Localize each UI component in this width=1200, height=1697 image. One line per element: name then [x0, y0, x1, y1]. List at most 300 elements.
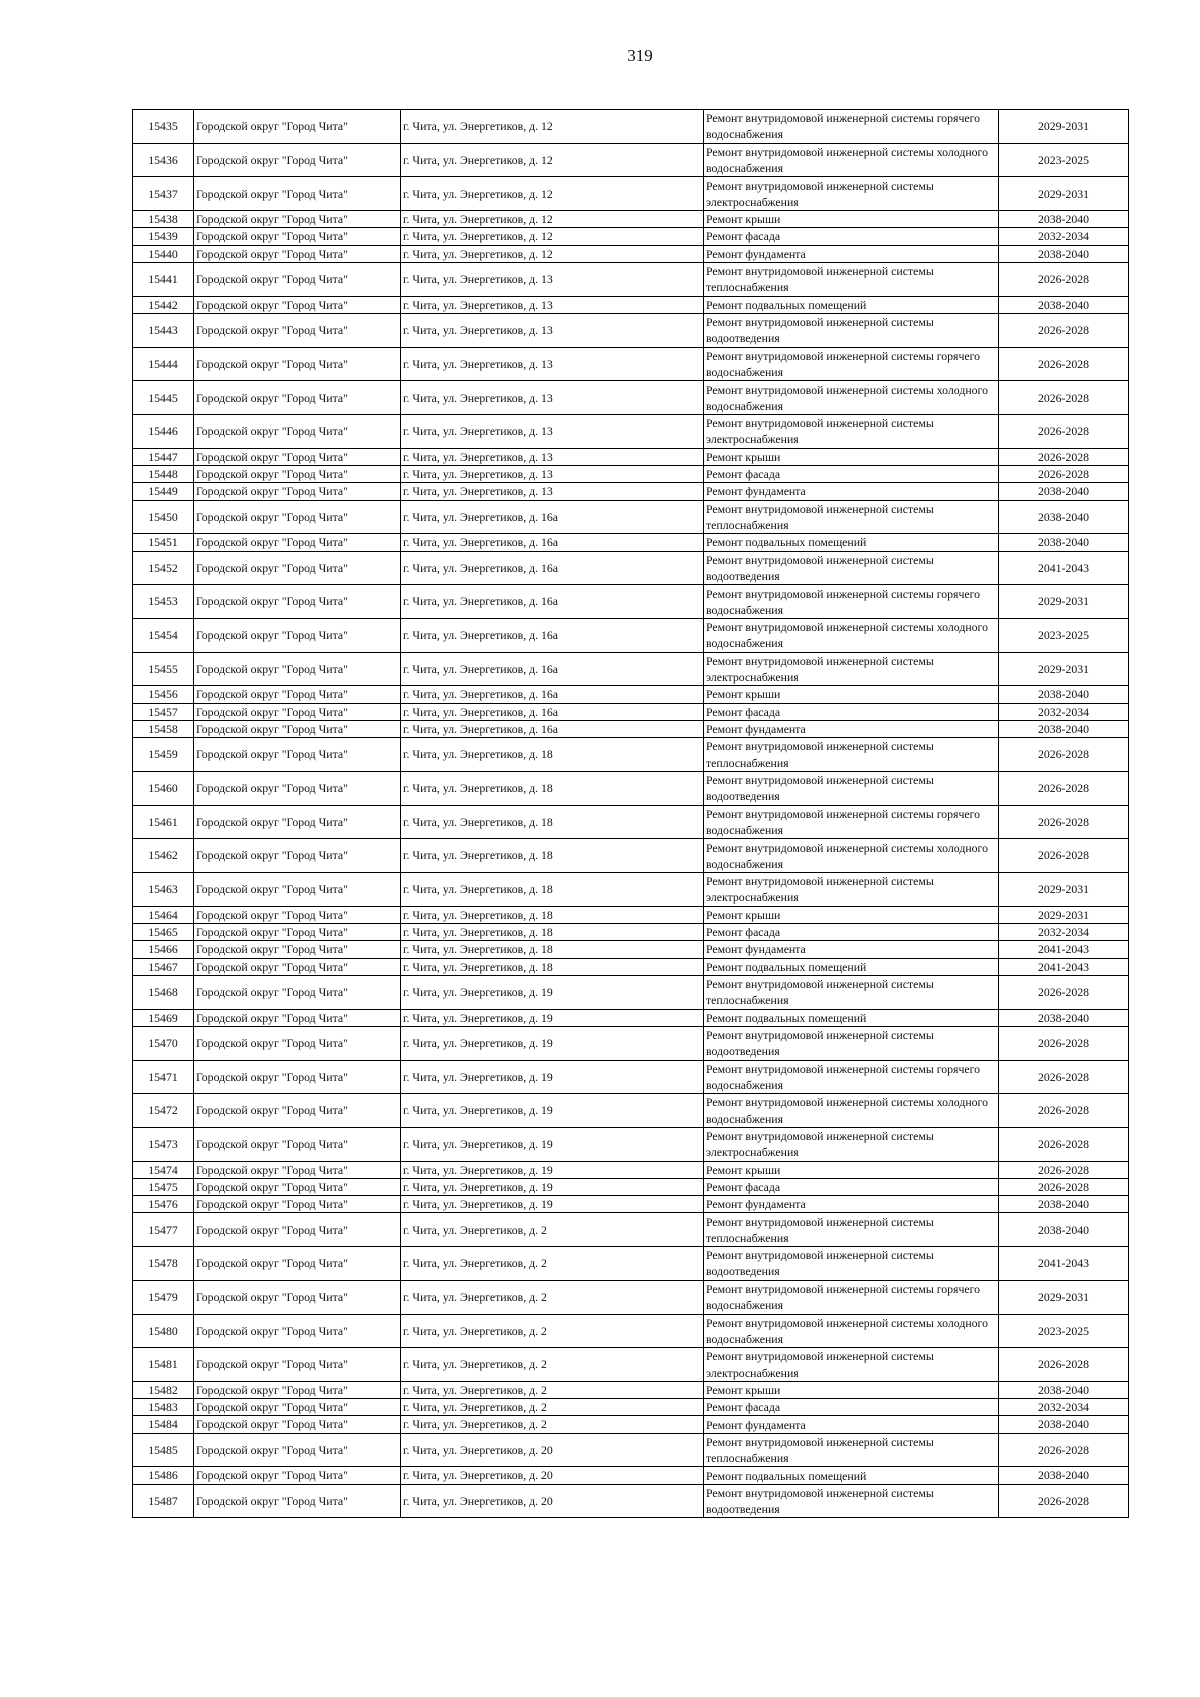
municipality-cell: Городской округ "Город Чита": [194, 110, 401, 144]
work-type-cell: Ремонт фундамента: [704, 245, 999, 262]
municipality-cell: Городской округ "Город Чита": [194, 872, 401, 906]
work-type-cell: Ремонт подвальных помещений: [704, 1009, 999, 1026]
work-type-cell: Ремонт внутридомовой инженерной системы холодного водоснабжения: [704, 618, 999, 652]
period-cell: 2038-2040: [999, 296, 1129, 313]
row-number-cell: 15475: [133, 1178, 194, 1195]
address-cell: г. Чита, ул. Энергетиков, д. 18: [401, 771, 704, 805]
period-cell: 2032-2034: [999, 923, 1129, 940]
row-number-cell: 15484: [133, 1416, 194, 1433]
period-cell: 2038-2040: [999, 1416, 1129, 1433]
period-cell: 2041-2043: [999, 958, 1129, 975]
address-cell: г. Чита, ул. Энергетиков, д. 13: [401, 465, 704, 482]
period-cell: 2038-2040: [999, 1213, 1129, 1247]
municipality-cell: Городской округ "Город Чита": [194, 296, 401, 313]
work-type-cell: Ремонт фасада: [704, 1399, 999, 1416]
table-row: [133, 1009, 1129, 1026]
row-number-cell: 15441: [133, 262, 194, 296]
address-cell: г. Чита, ул. Энергетиков, д. 13: [401, 483, 704, 500]
period-cell: 2026-2028: [999, 1060, 1129, 1094]
address-cell: г. Чита, ул. Энергетиков, д. 18: [401, 738, 704, 772]
municipality-cell: Городской округ "Город Чита": [194, 448, 401, 465]
period-cell: 2038-2040: [999, 483, 1129, 500]
address-cell: г. Чита, ул. Энергетиков, д. 2: [401, 1381, 704, 1398]
table-row: [133, 906, 1129, 923]
work-type-cell: Ремонт фасада: [704, 228, 999, 245]
municipality-cell: Городской округ "Город Чита": [194, 805, 401, 839]
period-cell: 2038-2040: [999, 211, 1129, 228]
table-row: [133, 652, 1129, 686]
table-row: [133, 1381, 1129, 1398]
municipality-cell: Городской округ "Город Чита": [194, 958, 401, 975]
table-row: [133, 483, 1129, 500]
table-row: [133, 686, 1129, 703]
address-cell: г. Чита, ул. Энергетиков, д. 20: [401, 1433, 704, 1467]
period-cell: 2026-2028: [999, 415, 1129, 449]
row-number-cell: 15480: [133, 1314, 194, 1348]
municipality-cell: Городской округ "Город Чита": [194, 1399, 401, 1416]
row-number-cell: 15443: [133, 313, 194, 347]
address-cell: г. Чита, ул. Энергетиков, д. 2: [401, 1213, 704, 1247]
address-cell: г. Чита, ул. Энергетиков, д. 13: [401, 381, 704, 415]
work-type-cell: Ремонт подвальных помещений: [704, 958, 999, 975]
municipality-cell: Городской округ "Город Чита": [194, 1127, 401, 1161]
address-cell: г. Чита, ул. Энергетиков, д. 16а: [401, 500, 704, 534]
row-number-cell: 15444: [133, 347, 194, 381]
row-number-cell: 15446: [133, 415, 194, 449]
table-row: [133, 1416, 1129, 1433]
table-row: [133, 551, 1129, 585]
work-type-cell: Ремонт внутридомовой инженерной системы горячего водоснабжения: [704, 347, 999, 381]
municipality-cell: Городской округ "Город Чита": [194, 534, 401, 551]
period-cell: 2029-2031: [999, 110, 1129, 144]
municipality-cell: Городской округ "Город Чита": [194, 483, 401, 500]
row-number-cell: 15453: [133, 585, 194, 619]
address-cell: г. Чита, ул. Энергетиков, д. 20: [401, 1467, 704, 1484]
table-row: [133, 415, 1129, 449]
table-row: [133, 228, 1129, 245]
table-row: [133, 1161, 1129, 1178]
period-cell: 2026-2028: [999, 1178, 1129, 1195]
row-number-cell: 15482: [133, 1381, 194, 1398]
period-cell: 2023-2025: [999, 143, 1129, 177]
municipality-cell: Городской округ "Город Чита": [194, 923, 401, 940]
address-cell: г. Чита, ул. Энергетиков, д. 12: [401, 211, 704, 228]
row-number-cell: 15440: [133, 245, 194, 262]
work-type-cell: Ремонт внутридомовой инженерной системы водоотведения: [704, 313, 999, 347]
table-row: [133, 534, 1129, 551]
row-number-cell: 15435: [133, 110, 194, 144]
row-number-cell: 15467: [133, 958, 194, 975]
row-number-cell: 15448: [133, 465, 194, 482]
row-number-cell: 15483: [133, 1399, 194, 1416]
table-row: [133, 1399, 1129, 1416]
table-row: [133, 347, 1129, 381]
municipality-cell: Городской округ "Город Чита": [194, 245, 401, 262]
row-number-cell: 15447: [133, 448, 194, 465]
municipality-cell: Городской округ "Город Чита": [194, 906, 401, 923]
table-row: [133, 448, 1129, 465]
row-number-cell: 15445: [133, 381, 194, 415]
period-cell: 2032-2034: [999, 1399, 1129, 1416]
municipality-cell: Городской округ "Город Чита": [194, 1060, 401, 1094]
table-row: [133, 805, 1129, 839]
period-cell: 2029-2031: [999, 585, 1129, 619]
work-type-cell: Ремонт крыши: [704, 211, 999, 228]
period-cell: 2029-2031: [999, 652, 1129, 686]
work-type-cell: Ремонт фундамента: [704, 1196, 999, 1213]
address-cell: г. Чита, ул. Энергетиков, д. 19: [401, 1060, 704, 1094]
work-type-cell: Ремонт внутридомовой инженерной системы горячего водоснабжения: [704, 1060, 999, 1094]
work-type-cell: Ремонт внутридомовой инженерной системы электроснабжения: [704, 1127, 999, 1161]
work-type-cell: Ремонт фундамента: [704, 941, 999, 958]
row-number-cell: 15486: [133, 1467, 194, 1484]
table-row: [133, 296, 1129, 313]
row-number-cell: 15439: [133, 228, 194, 245]
work-type-cell: Ремонт внутридомовой инженерной системы теплоснабжения: [704, 262, 999, 296]
period-cell: 2026-2028: [999, 1094, 1129, 1128]
work-type-cell: Ремонт крыши: [704, 448, 999, 465]
municipality-cell: Городской округ "Город Чита": [194, 652, 401, 686]
period-cell: 2029-2031: [999, 1280, 1129, 1314]
municipality-cell: Городской округ "Город Чита": [194, 1416, 401, 1433]
work-type-cell: Ремонт внутридомовой инженерной системы теплоснабжения: [704, 975, 999, 1009]
row-number-cell: 15438: [133, 211, 194, 228]
municipality-cell: Городской округ "Город Чита": [194, 1009, 401, 1026]
table-row: [133, 1213, 1129, 1247]
address-cell: г. Чита, ул. Энергетиков, д. 13: [401, 347, 704, 381]
row-number-cell: 15458: [133, 720, 194, 737]
municipality-cell: Городской округ "Город Чита": [194, 686, 401, 703]
work-type-cell: Ремонт внутридомовой инженерной системы теплоснабжения: [704, 1213, 999, 1247]
address-cell: г. Чита, ул. Энергетиков, д. 19: [401, 975, 704, 1009]
address-cell: г. Чита, ул. Энергетиков, д. 12: [401, 245, 704, 262]
work-type-cell: Ремонт фасада: [704, 923, 999, 940]
municipality-cell: Городской округ "Город Чита": [194, 585, 401, 619]
table-row: [133, 110, 1129, 144]
work-type-cell: Ремонт подвальных помещений: [704, 534, 999, 551]
table-row: [133, 771, 1129, 805]
table-row: [133, 720, 1129, 737]
address-cell: г. Чита, ул. Энергетиков, д. 16а: [401, 618, 704, 652]
address-cell: г. Чита, ул. Энергетиков, д. 13: [401, 296, 704, 313]
table-body: [133, 110, 1129, 1518]
table-row: [133, 177, 1129, 211]
table-row: [133, 839, 1129, 873]
municipality-cell: Городской округ "Город Чита": [194, 1026, 401, 1060]
table-row: [133, 1196, 1129, 1213]
address-cell: г. Чита, ул. Энергетиков, д. 16а: [401, 686, 704, 703]
municipality-cell: Городской округ "Город Чита": [194, 975, 401, 1009]
row-number-cell: 15470: [133, 1026, 194, 1060]
municipality-cell: Городской округ "Город Чита": [194, 771, 401, 805]
municipality-cell: Городской округ "Город Чита": [194, 211, 401, 228]
work-type-cell: Ремонт фасада: [704, 465, 999, 482]
municipality-cell: Городской округ "Город Чита": [194, 1247, 401, 1281]
period-cell: 2026-2028: [999, 1026, 1129, 1060]
address-cell: г. Чита, ул. Энергетиков, д. 18: [401, 805, 704, 839]
work-type-cell: Ремонт внутридомовой инженерной системы холодного водоснабжения: [704, 143, 999, 177]
period-cell: 2026-2028: [999, 1348, 1129, 1382]
address-cell: г. Чита, ул. Энергетиков, д. 2: [401, 1280, 704, 1314]
table-row: [133, 738, 1129, 772]
address-cell: г. Чита, ул. Энергетиков, д. 13: [401, 262, 704, 296]
address-cell: г. Чита, ул. Энергетиков, д. 16а: [401, 534, 704, 551]
municipality-cell: Городской округ "Город Чита": [194, 465, 401, 482]
period-cell: 2026-2028: [999, 839, 1129, 873]
work-type-cell: Ремонт внутридомовой инженерной системы горячего водоснабжения: [704, 110, 999, 144]
table-row: [133, 143, 1129, 177]
municipality-cell: Городской округ "Город Чита": [194, 1348, 401, 1382]
work-type-cell: Ремонт внутридомовой инженерной системы электроснабжения: [704, 652, 999, 686]
row-number-cell: 15450: [133, 500, 194, 534]
work-type-cell: Ремонт внутридомовой инженерной системы теплоснабжения: [704, 738, 999, 772]
work-type-cell: Ремонт внутридомовой инженерной системы горячего водоснабжения: [704, 585, 999, 619]
municipality-cell: Городской округ "Город Чита": [194, 177, 401, 211]
repair-schedule-table: [132, 109, 1129, 1518]
address-cell: г. Чита, ул. Энергетиков, д. 12: [401, 143, 704, 177]
table-row: [133, 1026, 1129, 1060]
row-number-cell: 15462: [133, 839, 194, 873]
municipality-cell: Городской округ "Город Чита": [194, 738, 401, 772]
row-number-cell: 15479: [133, 1280, 194, 1314]
table-row: [133, 958, 1129, 975]
municipality-cell: Городской округ "Город Чита": [194, 618, 401, 652]
period-cell: 2041-2043: [999, 551, 1129, 585]
work-type-cell: Ремонт внутридомовой инженерной системы холодного водоснабжения: [704, 1094, 999, 1128]
period-cell: 2032-2034: [999, 228, 1129, 245]
period-cell: 2026-2028: [999, 262, 1129, 296]
period-cell: 2029-2031: [999, 906, 1129, 923]
period-cell: 2026-2028: [999, 1484, 1129, 1518]
table-row: [133, 872, 1129, 906]
work-type-cell: Ремонт внутридомовой инженерной системы водоотведения: [704, 1247, 999, 1281]
work-type-cell: Ремонт внутридомовой инженерной системы холодного водоснабжения: [704, 381, 999, 415]
work-type-cell: Ремонт внутридомовой инженерной системы электроснабжения: [704, 415, 999, 449]
period-cell: 2026-2028: [999, 381, 1129, 415]
work-type-cell: Ремонт крыши: [704, 1161, 999, 1178]
row-number-cell: 15473: [133, 1127, 194, 1161]
period-cell: 2029-2031: [999, 872, 1129, 906]
row-number-cell: 15437: [133, 177, 194, 211]
address-cell: г. Чита, ул. Энергетиков, д. 18: [401, 958, 704, 975]
address-cell: г. Чита, ул. Энергетиков, д. 12: [401, 228, 704, 245]
work-type-cell: Ремонт внутридомовой инженерной системы холодного водоснабжения: [704, 839, 999, 873]
row-number-cell: 15442: [133, 296, 194, 313]
work-type-cell: Ремонт внутридомовой инженерной системы холодного водоснабжения: [704, 1314, 999, 1348]
address-cell: г. Чита, ул. Энергетиков, д. 19: [401, 1178, 704, 1195]
municipality-cell: Городской округ "Город Чита": [194, 313, 401, 347]
row-number-cell: 15459: [133, 738, 194, 772]
municipality-cell: Городской округ "Город Чита": [194, 1094, 401, 1128]
work-type-cell: Ремонт подвальных помещений: [704, 1467, 999, 1484]
address-cell: г. Чита, ул. Энергетиков, д. 19: [401, 1161, 704, 1178]
row-number-cell: 15449: [133, 483, 194, 500]
municipality-cell: Городской округ "Город Чита": [194, 1280, 401, 1314]
row-number-cell: 15471: [133, 1060, 194, 1094]
table-row: [133, 1467, 1129, 1484]
address-cell: г. Чита, ул. Энергетиков, д. 18: [401, 872, 704, 906]
work-type-cell: Ремонт внутридомовой инженерной системы электроснабжения: [704, 177, 999, 211]
period-cell: 2038-2040: [999, 1381, 1129, 1398]
work-type-cell: Ремонт внутридомовой инженерной системы горячего водоснабжения: [704, 805, 999, 839]
work-type-cell: Ремонт внутридомовой инженерной системы водоотведения: [704, 771, 999, 805]
row-number-cell: 15451: [133, 534, 194, 551]
address-cell: г. Чита, ул. Энергетиков, д. 2: [401, 1416, 704, 1433]
municipality-cell: Городской округ "Город Чита": [194, 1314, 401, 1348]
municipality-cell: Городской округ "Город Чита": [194, 1178, 401, 1195]
address-cell: г. Чита, ул. Энергетиков, д. 18: [401, 906, 704, 923]
table-row: [133, 1247, 1129, 1281]
period-cell: 2038-2040: [999, 1467, 1129, 1484]
address-cell: г. Чита, ул. Энергетиков, д. 18: [401, 941, 704, 958]
period-cell: 2026-2028: [999, 1127, 1129, 1161]
row-number-cell: 15456: [133, 686, 194, 703]
work-type-cell: Ремонт крыши: [704, 686, 999, 703]
address-cell: г. Чита, ул. Энергетиков, д. 16а: [401, 720, 704, 737]
row-number-cell: 15472: [133, 1094, 194, 1128]
table-row: [133, 1178, 1129, 1195]
table-row: [133, 923, 1129, 940]
work-type-cell: Ремонт внутридомовой инженерной системы горячего водоснабжения: [704, 1280, 999, 1314]
period-cell: 2038-2040: [999, 1196, 1129, 1213]
period-cell: 2026-2028: [999, 738, 1129, 772]
municipality-cell: Городской округ "Город Чита": [194, 1213, 401, 1247]
row-number-cell: 15485: [133, 1433, 194, 1467]
table-row: [133, 1348, 1129, 1382]
row-number-cell: 15487: [133, 1484, 194, 1518]
row-number-cell: 15469: [133, 1009, 194, 1026]
table-row: [133, 618, 1129, 652]
work-type-cell: Ремонт внутридомовой инженерной системы теплоснабжения: [704, 500, 999, 534]
address-cell: г. Чита, ул. Энергетиков, д. 16а: [401, 703, 704, 720]
table-row: [133, 941, 1129, 958]
row-number-cell: 15476: [133, 1196, 194, 1213]
municipality-cell: Городской округ "Город Чита": [194, 1433, 401, 1467]
row-number-cell: 15461: [133, 805, 194, 839]
work-type-cell: Ремонт внутридомовой инженерной системы водоотведения: [704, 1026, 999, 1060]
address-cell: г. Чита, ул. Энергетиков, д. 2: [401, 1247, 704, 1281]
period-cell: 2023-2025: [999, 618, 1129, 652]
municipality-cell: Городской округ "Город Чита": [194, 941, 401, 958]
address-cell: г. Чита, ул. Энергетиков, д. 13: [401, 448, 704, 465]
work-type-cell: Ремонт подвальных помещений: [704, 296, 999, 313]
work-type-cell: Ремонт внутридомовой инженерной системы теплоснабжения: [704, 1433, 999, 1467]
work-type-cell: Ремонт фасада: [704, 1178, 999, 1195]
period-cell: 2041-2043: [999, 941, 1129, 958]
address-cell: г. Чита, ул. Энергетиков, д. 18: [401, 839, 704, 873]
address-cell: г. Чита, ул. Энергетиков, д. 19: [401, 1196, 704, 1213]
work-type-cell: Ремонт крыши: [704, 906, 999, 923]
row-number-cell: 15454: [133, 618, 194, 652]
table-row: [133, 703, 1129, 720]
address-cell: г. Чита, ул. Энергетиков, д. 16а: [401, 585, 704, 619]
address-cell: г. Чита, ул. Энергетиков, д. 2: [401, 1314, 704, 1348]
municipality-cell: Городской округ "Город Чита": [194, 415, 401, 449]
period-cell: 2026-2028: [999, 1433, 1129, 1467]
period-cell: 2038-2040: [999, 534, 1129, 551]
work-type-cell: Ремонт внутридомовой инженерной системы водоотведения: [704, 551, 999, 585]
address-cell: г. Чита, ул. Энергетиков, д. 12: [401, 110, 704, 144]
table-row: [133, 1280, 1129, 1314]
address-cell: г. Чита, ул. Энергетиков, д. 19: [401, 1026, 704, 1060]
period-cell: 2038-2040: [999, 245, 1129, 262]
period-cell: 2026-2028: [999, 465, 1129, 482]
period-cell: 2041-2043: [999, 1247, 1129, 1281]
work-type-cell: Ремонт фасада: [704, 703, 999, 720]
municipality-cell: Городской округ "Город Чита": [194, 1467, 401, 1484]
table-row: [133, 1484, 1129, 1518]
table-row: [133, 262, 1129, 296]
row-number-cell: 15460: [133, 771, 194, 805]
address-cell: г. Чита, ул. Энергетиков, д. 2: [401, 1348, 704, 1382]
municipality-cell: Городской округ "Город Чита": [194, 347, 401, 381]
row-number-cell: 15468: [133, 975, 194, 1009]
period-cell: 2038-2040: [999, 686, 1129, 703]
municipality-cell: Городской округ "Город Чита": [194, 143, 401, 177]
table-row: [133, 1314, 1129, 1348]
row-number-cell: 15455: [133, 652, 194, 686]
table-row: [133, 975, 1129, 1009]
period-cell: 2026-2028: [999, 448, 1129, 465]
table-row: [133, 1433, 1129, 1467]
address-cell: г. Чита, ул. Энергетиков, д. 2: [401, 1399, 704, 1416]
work-type-cell: Ремонт внутридомовой инженерной системы электроснабжения: [704, 872, 999, 906]
work-type-cell: Ремонт фундамента: [704, 483, 999, 500]
work-type-cell: Ремонт фундамента: [704, 1416, 999, 1433]
table-row: [133, 1094, 1129, 1128]
row-number-cell: 15466: [133, 941, 194, 958]
municipality-cell: Городской округ "Город Чита": [194, 1381, 401, 1398]
table-row: [133, 500, 1129, 534]
period-cell: 2038-2040: [999, 720, 1129, 737]
period-cell: 2038-2040: [999, 500, 1129, 534]
table-row: [133, 313, 1129, 347]
table-row: [133, 1127, 1129, 1161]
work-type-cell: Ремонт крыши: [704, 1381, 999, 1398]
address-cell: г. Чита, ул. Энергетиков, д. 20: [401, 1484, 704, 1518]
period-cell: 2026-2028: [999, 975, 1129, 1009]
row-number-cell: 15457: [133, 703, 194, 720]
municipality-cell: Городской округ "Город Чита": [194, 1484, 401, 1518]
municipality-cell: Городской округ "Город Чита": [194, 551, 401, 585]
municipality-cell: Городской округ "Город Чита": [194, 500, 401, 534]
row-number-cell: 15452: [133, 551, 194, 585]
table-row: [133, 1060, 1129, 1094]
row-number-cell: 15478: [133, 1247, 194, 1281]
municipality-cell: Городской округ "Город Чита": [194, 720, 401, 737]
municipality-cell: Городской округ "Город Чита": [194, 262, 401, 296]
table-row: [133, 465, 1129, 482]
table-row: [133, 381, 1129, 415]
address-cell: г. Чита, ул. Энергетиков, д. 19: [401, 1009, 704, 1026]
work-type-cell: Ремонт фундамента: [704, 720, 999, 737]
address-cell: г. Чита, ул. Энергетиков, д. 13: [401, 415, 704, 449]
period-cell: 2038-2040: [999, 1009, 1129, 1026]
row-number-cell: 15463: [133, 872, 194, 906]
period-cell: 2026-2028: [999, 771, 1129, 805]
address-cell: г. Чита, ул. Энергетиков, д. 16а: [401, 652, 704, 686]
page-number: 319: [627, 46, 653, 65]
work-type-cell: Ремонт внутридомовой инженерной системы электроснабжения: [704, 1348, 999, 1382]
address-cell: г. Чита, ул. Энергетиков, д. 18: [401, 923, 704, 940]
row-number-cell: 15436: [133, 143, 194, 177]
municipality-cell: Городской округ "Город Чита": [194, 703, 401, 720]
work-type-cell: Ремонт внутридомовой инженерной системы водоотведения: [704, 1484, 999, 1518]
period-cell: 2026-2028: [999, 1161, 1129, 1178]
row-number-cell: 15465: [133, 923, 194, 940]
address-cell: г. Чита, ул. Энергетиков, д. 12: [401, 177, 704, 211]
table-row: [133, 211, 1129, 228]
